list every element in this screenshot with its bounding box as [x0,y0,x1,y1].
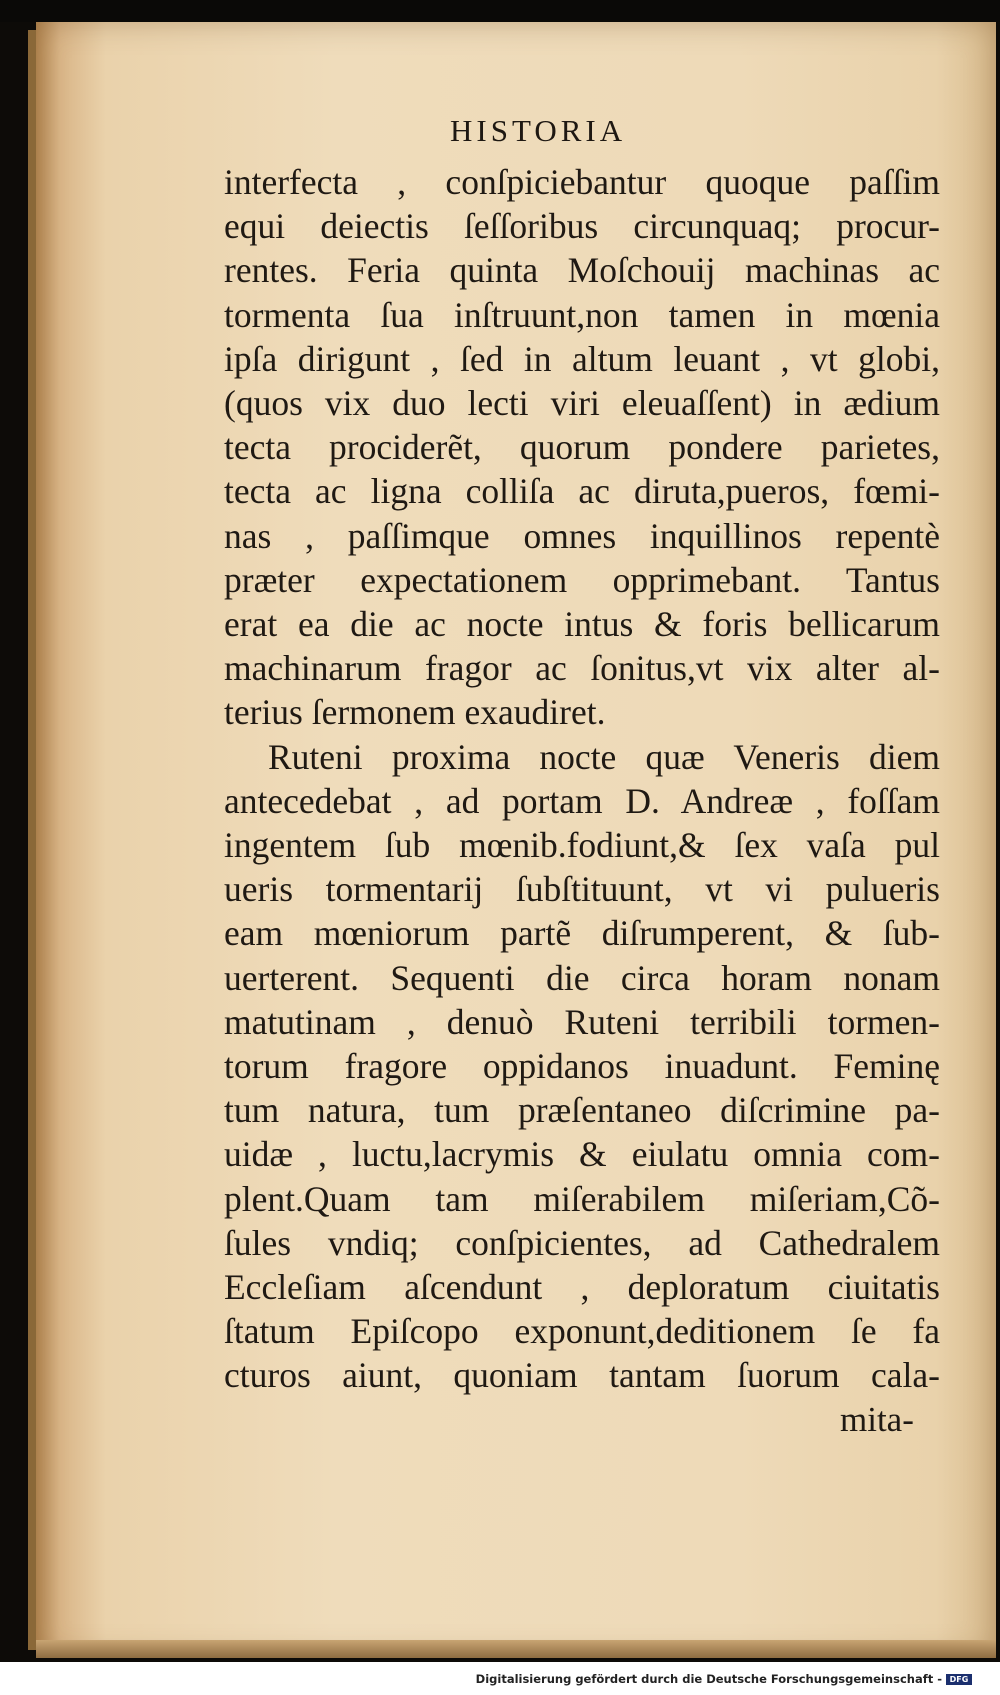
running-head: HISTORIA [450,113,627,148]
text-line: equi deiectis ſeſſoribus circunquaq; procur- [224,206,940,247]
digitization-credit [476,1672,972,1686]
credit-text: Digitalisierung gefördert durch die Deutsche Forschungsgemeinschaft - [475,1672,942,1686]
text-line: erat ea die ac nocte intus & foris bellicarum [224,604,940,645]
text-line: tecta ac ligna colliſa ac diruta,pueros, fœmi- [224,471,940,512]
text-line: eam mœniorum partẽ diſrumperent, & ſub- [224,913,940,954]
page-bottom-edge [36,1640,996,1658]
text-line: plent.Quam tam miſerabilem miſeriam,Cõ- [224,1178,940,1219]
text-line: ſules vndiq; conſpicientes, ad Cathedralem [224,1222,940,1263]
text-line-paragraph-end: terius ſermonem exaudiret. [224,692,606,733]
catchword: mita- [840,1400,914,1439]
text-line: Eccleſiam aſcendunt , deploratum ciuitatis [224,1267,940,1308]
text-line: uerterent. Sequenti die circa horam nonam [224,957,940,998]
text-line: matutinam , denuò Ruteni terribili tormen- [224,1001,940,1042]
text-line: antecedebat , ad portam D. Andreæ , foſſam [224,780,940,821]
text-line: rentes. Feria quinta Moſchouij machinas ac [224,250,940,291]
text-line: nas , paſſimque omnes inquillinos repentè [224,515,940,556]
scan-top-border [0,0,1000,22]
text-line: interfecta , conſpiciebantur quoque paſſim [224,162,940,202]
text-line: uidæ , luctu,lacrymis & eiulatu omnia com- [224,1134,940,1175]
text-line: ſtatum Epiſcopo exponunt,deditionem ſe fa [224,1311,940,1352]
text-line-paragraph-start: Ruteni proxima nocte quæ Veneris diem [268,736,940,777]
text-line: tum natura, tum præſentaneo diſcrimine pa- [224,1090,940,1131]
text-line: ueris tormentarij ſubſtituunt, vt vi pulueris [224,869,940,910]
text-line: præter expectationem opprimebant. Tantus [224,559,940,600]
text-line: ipſa dirigunt , ſed in altum leuant , vt globi, [224,338,940,379]
body-text [224,160,940,1398]
dfg-logo-icon: DFG [946,1674,972,1685]
text-line: machinarum fragor ac ſonitus,vt vix alter al- [224,648,940,689]
text-line: tecta prociderẽt, quorum pondere parietes, [224,427,940,468]
text-line: torum fragore oppidanos inuadunt. Feminę [224,1046,940,1087]
text-line: ingentem ſub mœnib.fodiunt,& ſex vaſa pul [224,825,940,866]
text-line: (quos vix duo lecti viri eleuaſſent) in ædium [224,383,940,424]
text-line: cturos aiunt, quoniam tantam ſuorum cala- [224,1355,940,1396]
text-line: tormenta ſua inſtruunt,non tamen in mœnia [224,294,940,335]
